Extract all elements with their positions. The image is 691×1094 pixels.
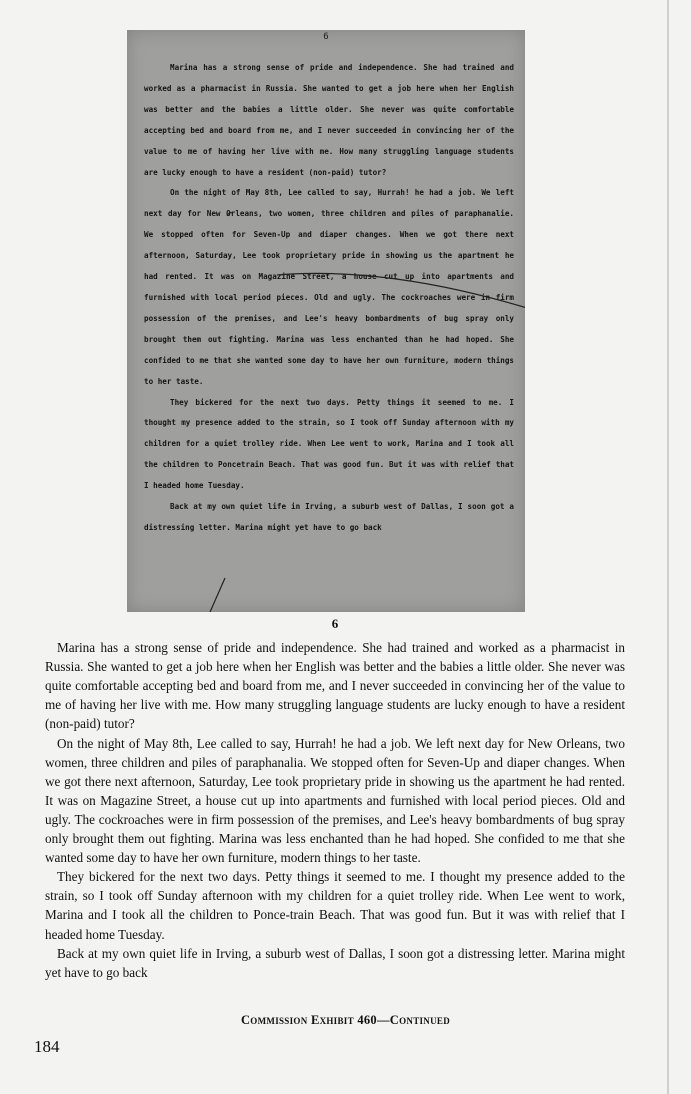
scan-paragraph-1: Marina has a strong sense of pride and independence. She had trained and worked as a pharmacist in Russia. She wanted to get a job here when her English was better and the babies a little older. She never was quite comfortable accepting bed and board from me, and I never succeeded in convincing her of the value to me of having her live with me. How many struggling language students are lucky enough to have a resident (non-paid) tutor? (144, 63, 514, 177)
exhibit-caption-label: Commission Exhibit 460—Continued (240, 1013, 450, 1027)
handwritten-markings (127, 30, 525, 612)
typeset-paragraph-3: They bickered for the next two days. Petty things it seemed to me. I thought my presence added to the strain, so I took off Sunday afternoon with my children for a quiet trolley ride. When Lee went to work, Marina and I took all the children to Ponce-train Beach. That was good fun. But it was with relief that I headed home Tuesday. (45, 869, 625, 942)
pen-stroke-checkmark (227, 212, 233, 216)
pen-stroke-underline (277, 273, 525, 308)
scan-paragraph-2: On the night of May 8th, Lee called to say, Hurrah! he had a job. We left next day for New Orleans, two women, three children and piles of paraphanalie. We stopped often for Seven-Up and diaper changes. When we got there next afternoon, Saturday, Lee took proprietary pride in showing us the apartment he had rented. It was on Magazine Street, a house cut up into apartments and furnished with local period pieces. Old and ugly. The cockroaches were in firm possession of the premises, and Lee's heavy bombardments of bug spray only brought them out fighting. Marina was less enchanted than he had hoped. She confided to me that she wanted some day to have her own furniture, modern things to her taste. (144, 188, 514, 386)
typeset-page-number: 6 (331, 616, 339, 631)
scan-paragraph-3: They bickered for the next two days. Petty things it seemed to me. I thought my presence added to the strain, so I took off Sunday afternoon with my children for a quiet trolley ride. When Lee went to work, Marina and I took all the children to Poncetrain Beach. That was good fun. But it was with relief that I headed home Tuesday. (144, 397, 514, 491)
typeset-paragraph-2: On the night of May 8th, Lee called to say, Hurrah! he had a job. We left next day for New Orleans, two women, three children and piles of paraphanalia. We stopped often for Seven-Up and diaper changes. When we got there next afternoon, Saturday, Lee took proprietary pride in showing us the apartment he had rented. It was on Magazine Street, a house cut up into apartments and furnished with local period pieces. Old and ugly. The cockroaches were in firm possession of the premises, and Lee's heavy bombardments of bug spray only brought them out fighting. Marina was less enchanted than he had hoped. She confided to me that she wanted some day to have her own furniture, modern things to her taste. (45, 735, 625, 866)
scan-page-number: 6 (323, 32, 329, 42)
typeset-paragraph-1: Marina has a strong sense of pride and independence. She had trained and worked as a pharmacist in Russia. She wanted to get a job here when her English was better and the babies a little older. She never was quite comfortable accepting bed and board from me, and I never succeeded in convincing her of the value to me of having her live with me. How many struggling language students are lucky enough to have a resident (non-paid) tutor? (45, 640, 625, 732)
exhibit-caption (0, 1013, 691, 1028)
scanned-typewritten-page (127, 30, 525, 612)
page-folio: 184 (34, 1037, 60, 1056)
typeset-paragraph-4: Back at my own quiet life in Irving, a suburb west of Dallas, I soon got a distressing letter. Marina might yet have to go back (45, 945, 625, 980)
pen-stroke-slash (203, 578, 225, 612)
page-edge (667, 0, 669, 1094)
typeset-transcription (45, 614, 625, 982)
scan-paragraph-4: Back at my own quiet life in Irving, a suburb west of Dallas, I soon got a distressing letter. Marina might yet have to go back (144, 502, 514, 532)
